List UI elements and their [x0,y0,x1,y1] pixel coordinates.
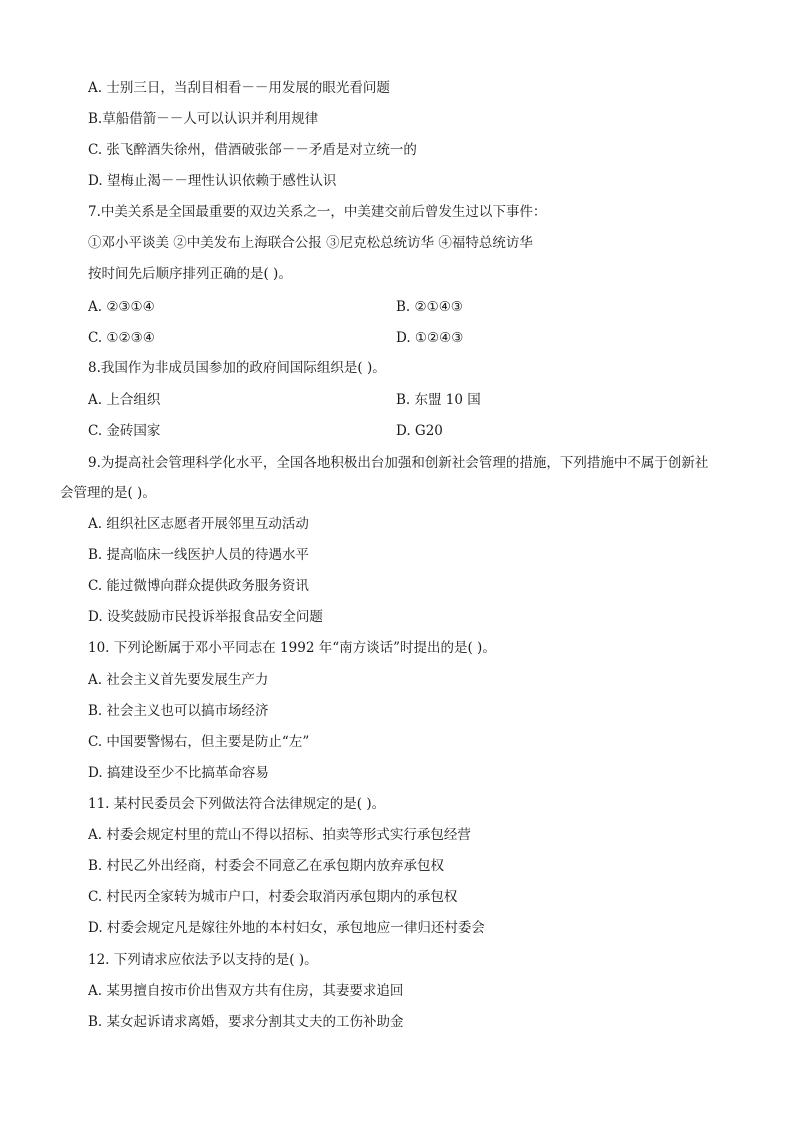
q7-stem: 7.中美关系是全国最重要的双边关系之一，中美建交前后曾发生过以下事件： [88,204,547,220]
q10-option-d: D. 搞建设至少不比搞革命容易 [88,765,269,781]
q9-option-d: D. 设奖鼓励市民投诉举报食品安全问题 [88,609,323,625]
q8-option-d: D. G20 [396,423,443,439]
q11-stem: 11. 某村民委员会下列做法符合法律规定的是( )。 [88,796,386,812]
q6-option-b: B.草船借箭－－人可以认识并利用规律 [88,111,319,127]
q6-option-a: A. 士别三日，当刮目相看－－用发展的眼光看问题 [88,80,390,96]
q8-option-c: C. 金砖国家 [88,423,161,439]
q9-stem-line2: 会管理的是( )。 [60,485,156,501]
q9-option-b: B. 提高临床一线医护人员的待遇水平 [88,547,310,563]
q11-option-d: D. 村委会规定凡是嫁往外地的本村妇女，承包地应一律归还村委会 [88,920,485,936]
q10-option-a: A. 社会主义首先要发展生产力 [88,672,269,688]
q7-events: ①邓小平谈美 ②中美发布上海联合公报 ③尼克松总统访华 ④福特总统访华 [88,235,533,251]
q9-option-c: C. 能过微博向群众提供政务服务资讯 [88,578,309,594]
q8-stem: 8.我国作为非成员国参加的政府间国际组织是( )。 [88,360,386,376]
q8-option-a: A. 上合组织 [88,392,161,408]
q11-option-c: C. 村民丙全家转为城市户口，村委会取消丙承包期内的承包权 [88,889,458,905]
q11-option-a: A. 村委会规定村里的荒山不得以招标、拍卖等形式实行承包经营 [88,827,471,843]
q11-option-b: B. 村民乙外出经商，村委会不同意乙在承包期内放弃承包权 [88,858,445,874]
q9-option-a: A. 组织社区志愿者开展邻里互动活动 [88,516,309,532]
q10-option-b: B. 社会主义也可以搞市场经济 [88,703,269,719]
q7-option-b: B. ②①④③ [396,299,463,315]
q9-stem-line1: 9.为提高社会管理科学化水平，全国各地积极出台加强和创新社会管理的措施，下列措施中不属于创新社 [88,455,709,471]
q6-option-d: D. 望梅止渴－－理性认识依赖于感性认识 [88,173,337,189]
q12-option-b: B. 某女起诉请求离婚，要求分割其丈夫的工伤补助金 [88,1014,404,1030]
q7-option-a: A. ②③①④ [88,299,155,315]
q7-option-d: D. ①②④③ [396,330,464,346]
q10-stem: 10. 下列论断属于邓小平同志在 1992 年“南方谈话”时提出的是( )。 [88,640,496,656]
q7-option-c: C. ①②③④ [88,330,155,346]
q6-option-c: C. 张飞醉酒失徐州，借酒破张郃－－矛盾是对立统一的 [88,142,417,158]
q7-prompt: 按时间先后顺序排列正确的是( )。 [88,266,292,282]
q10-option-c: C. 中国要警惕右，但主要是防止“左” [88,734,310,750]
q8-option-b: B. 东盟 10 国 [396,392,481,408]
q12-option-a: A. 某男擅自按市价出售双方共有住房，其妻要求追回 [88,983,404,999]
q12-stem: 12. 下列请求应依法予以支持的是( )。 [88,952,318,968]
